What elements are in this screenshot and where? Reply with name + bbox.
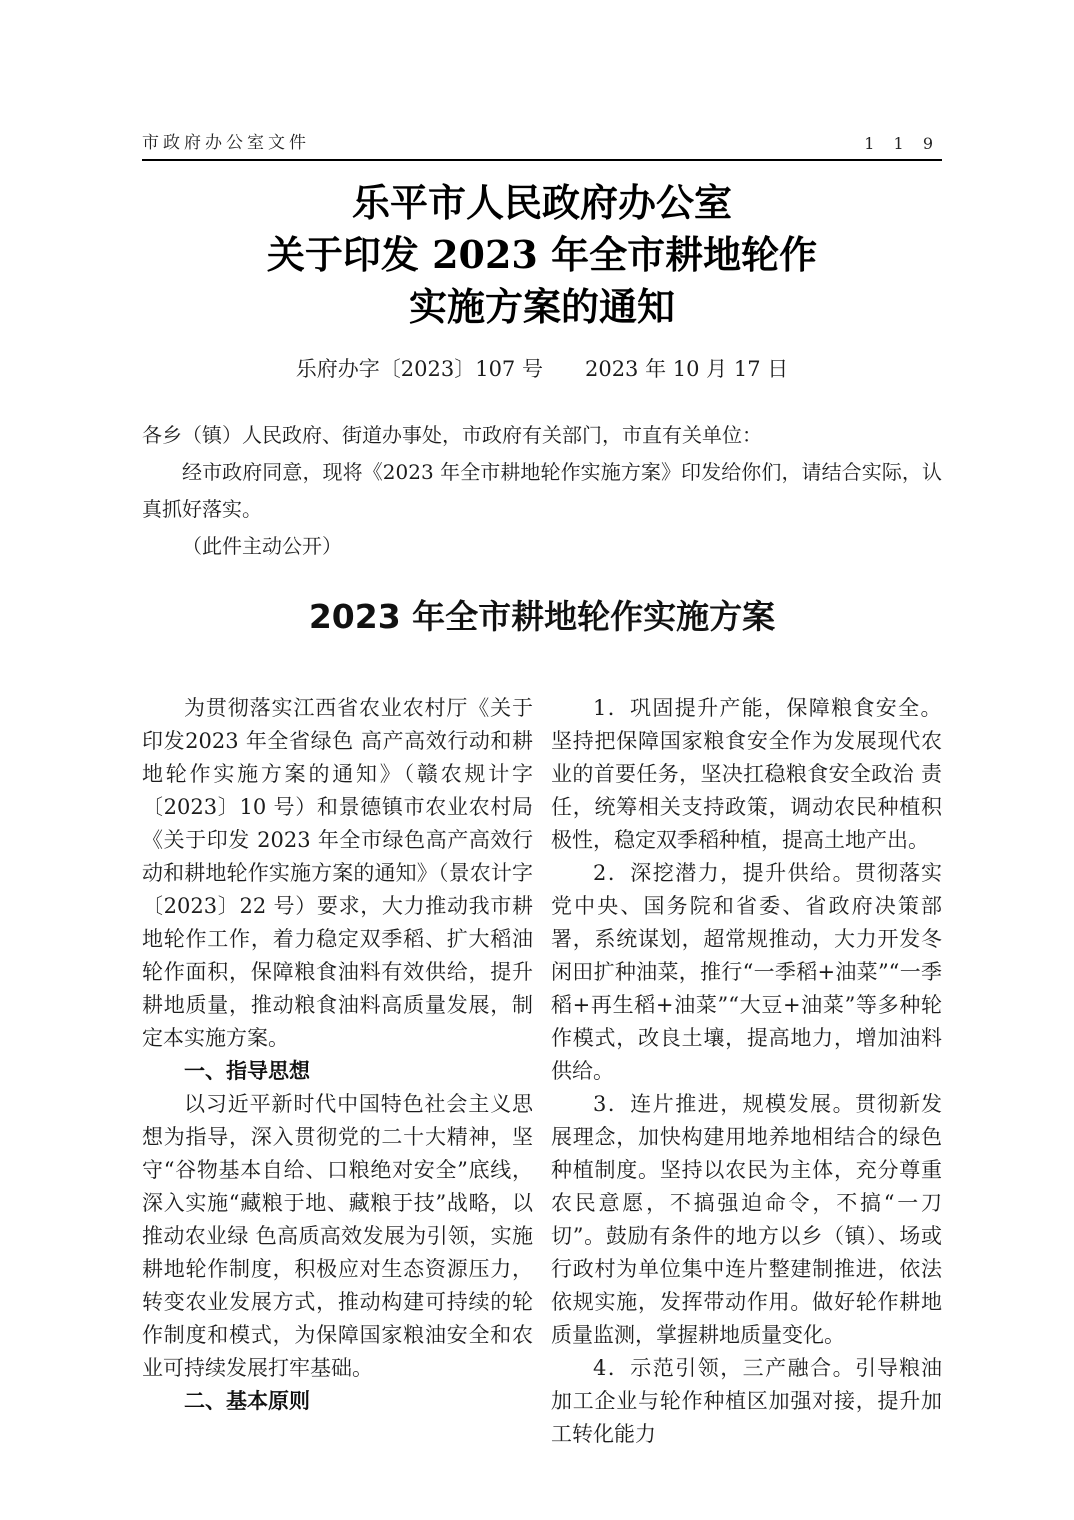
notice-body [142,417,942,565]
plan-column-left [142,692,533,1451]
notice-title-line-2: 关于印发 2023 年全市耕地轮作 [266,232,818,277]
body-paragraph: 为贯彻落实江西省农业农村厅《关于印发2023 年全省绿色 高产高效行动和耕地轮作实施方案的通知》（赣农规计字 〔2023〕10 号）和景德镇市农业农村局《关于印发 2023 年全市绿色高产高效行动和耕地轮作实施方案的通知》（景农计字〔2023〕22 号）要求，大力推动我市耕地轮作工作，着力稳定双季稻、扩大稻油轮作面积，保障粮食油料有效供给，提升耕地质量，推动粮食油料高质量发展，制定本实施方案。 [142,696,533,1050]
body-paragraph: 以习近平新时代中国特色社会主义思想为指导，深入贯彻党的二十大精神，坚守“谷物基本自给、口粮绝对安全”底线，深入实施“藏粮于地、藏粮于技”战略，以推动农业绿 色高质高效发展为引领，实施耕地轮作制度，积极应对生态资源压力，转变农业发展方式，推动构建可持续的轮作制度和模式，为保障国家粮油安全和农业可持续发展打牢基础。 [142,1092,533,1380]
doc-number: 乐府办字〔2023〕107 号 [295,357,543,381]
plan-column-right [551,692,942,1451]
disclosure-note: （此件主动公开） [182,534,342,558]
header-label: 市政府办公室文件 [142,133,310,153]
paragraph-lead: 3．连片推进，规模发展。 [593,1092,856,1116]
body-paragraph: 3．连片推进，规模发展。贯彻新发展理念，加快构建用地养地相结合的绿色种植制度。坚持以农民为主体，充分尊重农民意愿，不搞强迫命令，不搞“一刀切”。鼓励有条件的地方以乡（镇）、场或行政村为单位集中连片整建制推进，依法依规实施，发挥带动作用。做好轮作耕地质量监测，掌握耕地质量变化。 [551,1092,942,1347]
body-paragraph: 1．巩固提升产能，保障粮食安全。坚持把保障国家粮食安全作为发展现代农业的首要任务，坚决扛稳粮食安全政治 责任，统筹相关支持政策，调动农民种植积极性，稳定双季稻种植，提高土地产出。 [551,696,942,852]
paragraph-lead: 4．示范引领，三产融合。 [593,1356,856,1380]
salutation-line: 各乡（镇）人民政府、街道办事处，市政府有关部门，市直有关单位： [142,423,762,447]
page-number: 1 1 9 [864,134,940,153]
section-heading: 一、指导思想 [184,1059,310,1083]
notice-title [142,177,942,333]
section-heading: 二、基本原则 [184,1389,310,1413]
doc-meta-line [142,353,942,383]
body-paragraph: 4．示范引领，三产融合。引导粮油加工企业与轮作种植区加强对接，提升加工转化能力 [551,1356,942,1446]
notice-title-line-1: 乐平市人民政府办公室 [351,180,732,225]
paragraph-lead: 2．深挖潜力，提升供给。 [593,861,856,885]
notice-title-line-3: 实施方案的通知 [408,284,675,329]
page-header [142,0,942,161]
plan-title: 2023 年全市耕地轮作实施方案 [308,597,776,636]
body-paragraph: 2．深挖潜力，提升供给。贯彻落实党中央、国务院和省委、省政府决策部署，系统谋划，超常规推动，大力开发冬闲田扩种油菜，推行“一季稻+油菜”“一季稻+再生稻+油菜”“大豆+油菜”等多种轮作模式，改良土壤，提高地力，增加油料供给。 [551,861,942,1083]
paragraph-lead: 1．巩固提升产能，保障粮食安全。 [593,696,942,720]
doc-date: 2023 年 10 月 17 日 [584,357,789,381]
notice-body-paragraph: 经市政府同意，现将《2023 年全市耕地轮作实施方案》印发给你们，请结合实际，认真抓好落实。 [142,460,942,521]
plan-body [142,692,942,1451]
